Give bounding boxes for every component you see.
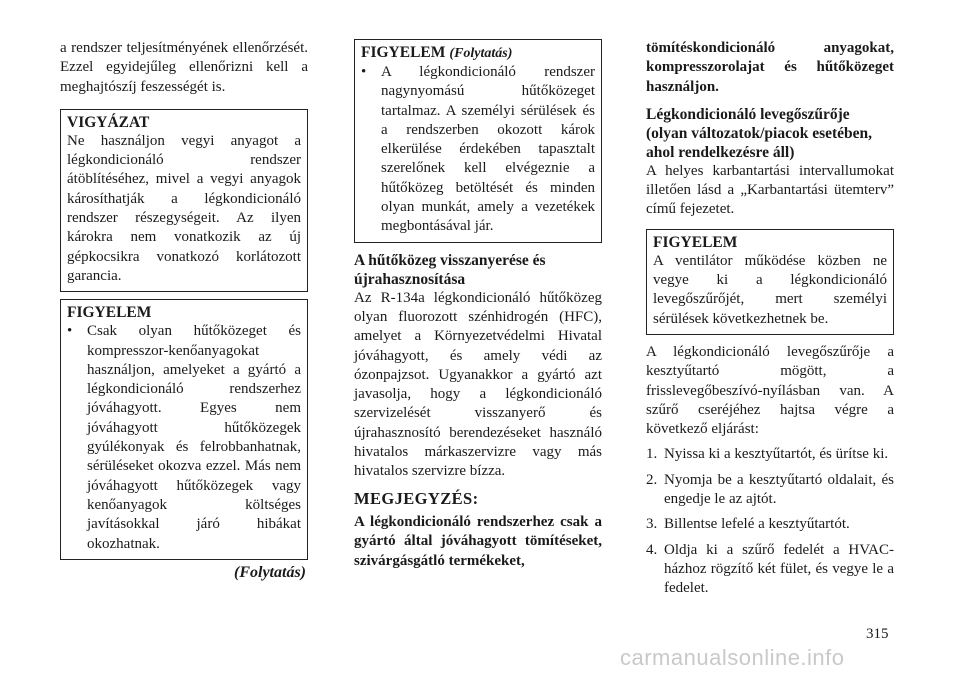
warning-box-continued <box>354 39 602 243</box>
note-text-continued: tömítéskondicionáló anyagokat, kompresszorolajat és hűtőközeget használjon. <box>646 40 894 95</box>
steps-list <box>646 445 894 598</box>
warning-bullet <box>67 322 301 554</box>
warning-title: FIGYELEM <box>653 233 738 251</box>
step-text: Nyissa ki a kesztyűtartót, és ürítse ki. <box>664 446 889 463</box>
caution-box <box>60 109 308 292</box>
caution-title: VIGYÁZAT <box>67 113 150 131</box>
warning-bullet-text: Csak olyan hűtőközeget és kompresszor-kenőanyagokat használjon, amelyeket a gyártó a légkondicionáló rendszerhez jóváhagyott. Egyes nem jóváhagyott hűtőközegek gyúlékonyak és felrobbanhatnak, sérüléseket okozva ezzel. Más nem jóváhagyott hűtőközegek vagy kenőanyagok költséges javításokkal járó hibákat okozhatnak. <box>87 323 301 552</box>
warning-bullet-text: A légkondicionáló rendszer nagynyomású hűtőközeget tartalmaz. A személyi sérülések és a rendszerben okozott károk elkerülése érdekében tapasztalt szerelőnek kell elvégeznie a hűtőközeg betöltését és minden olyan munkát, amely a vezetékek megbontásával jár. <box>381 64 595 235</box>
warning-title: FIGYELEM <box>67 304 152 322</box>
list-item <box>646 541 894 599</box>
filter-heading: Légkondicionáló levegőszűrője (olyan változatok/piacok esetében, ahol rendelkezésre áll) <box>646 105 873 161</box>
step-number: 2. <box>646 471 658 488</box>
watermark: carmanualsonline.info <box>620 645 845 670</box>
step-number: 1. <box>646 446 658 463</box>
warning-bullet <box>361 63 595 237</box>
step-number: 4. <box>646 541 658 558</box>
list-item <box>646 515 894 534</box>
page-number: 315 <box>866 626 889 642</box>
column-left <box>60 39 308 582</box>
note-text: A légkondicionáló rendszerhez csak a gyártó által jóváhagyott tömítéseket, szivárgásgátló termékeket, <box>354 513 602 569</box>
step-text: Nyomja be a kesztyűtartó oldalait, és engedje le az ajtót. <box>664 471 894 508</box>
step-text: Oldja ki a szűrő fedelét a HVAC-házhoz rögzítő két fület, és vegye le a fedelet. <box>664 541 894 597</box>
column-right <box>646 39 894 599</box>
step-text: Billentse lefelé a kesztyűtartót. <box>664 516 850 533</box>
warning-box <box>646 229 894 335</box>
step-number: 3. <box>646 516 658 533</box>
note-title: MEGJEGYZÉS: <box>354 488 479 508</box>
warning-text: A ventilátor működése közben ne vegye ki a légkondicionáló levegőszűrőjét, mert személyi sérülések következhetnek be. <box>653 252 887 327</box>
bullet-icon: • <box>67 323 73 340</box>
caution-text: Ne használjon vegyi anyagot a légkondicionáló rendszer átöblítéséhez, mivel a vegyi anyagok károsíthatják a légkondicionáló rendszer részegységeit. Az ilyen károkra nem vonatkozik az új gépkocsikra vonatkozó korlátozott garancia. <box>67 132 301 284</box>
warning-title-text: FIGYELEM <box>361 44 446 61</box>
warning-title-continued: (Folytatás) <box>449 46 513 61</box>
warning-box <box>60 299 308 560</box>
filter-paragraph: A helyes karbantartási intervallumokat illetően lásd a „Karbantartási ütemterv” című fejezetet. <box>646 162 894 218</box>
list-item <box>646 471 894 510</box>
warning-title <box>361 43 595 63</box>
continued-label: (Folytatás) <box>234 563 306 581</box>
intro-paragraph: a rendszer teljesítményének ellenőrzését. Ezzel egyidejűleg ellenőrizni kell a meghajtószíj feszességét is. <box>60 40 308 95</box>
list-item <box>646 445 894 464</box>
section-heading: A hűtőközeg visszanyerése és újrahasznosítása <box>354 251 546 288</box>
filter-location-paragraph: A légkondicionáló levegőszűrője a kesztyűtartó mögött, a frisslevegőbeszívó-nyílásban van. A szűrő cseréjéhez hajtsa végre a következő eljárást: <box>646 343 894 438</box>
bullet-icon: • <box>361 64 367 80</box>
column-middle <box>354 39 602 571</box>
section-paragraph: Az R-134a légkondicionáló hűtőközeg olyan fluorozott szénhidrogén (HFC), amelyet a Környezetvédelmi Hivatal jóváhagyott, és amely védi az ózonpajzsot. Ugyanakkor a gyártó azt javasolja, hogy a légkondicionáló szervizelését visszanyerő és újrahasznosító berendezéseket használó hivatalos márkaszervizre vagy más hivatalos szervizre bízza. <box>354 289 602 480</box>
